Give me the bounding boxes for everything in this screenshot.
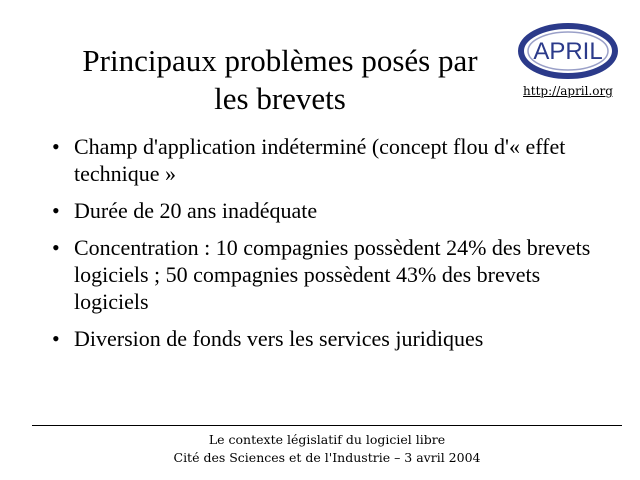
bullet-item: [50, 234, 610, 315]
bullet-marker: •: [52, 198, 60, 223]
bullet-text: Concentration : 10 compagnies possèdent 24% des brevets logiciels ; 50 compagnies possèdent 43% des brevets logiciels: [74, 235, 591, 314]
footer: [32, 431, 622, 467]
slide-title: [30, 42, 530, 118]
april-logo-text: APRIL: [533, 38, 603, 65]
footer-line-2: Cité des Sciences et de l'Industrie – 3 avril 2004: [173, 450, 481, 465]
april-website-link[interactable]: http://april.org: [523, 84, 613, 98]
april-logo-icon: [518, 22, 618, 80]
bullet-list: [50, 133, 610, 362]
april-logo: [518, 22, 618, 80]
slide-title-line-1: Principaux problèmes posés par: [82, 43, 478, 78]
bullet-item: [50, 197, 610, 224]
bullet-text: Durée de 20 ans inadéquate: [74, 198, 318, 223]
bullet-item: [50, 325, 610, 352]
bullet-text: Diversion de fonds vers les services juridiques: [74, 326, 484, 351]
bullet-marker: •: [52, 134, 60, 159]
footer-line-1: Le contexte législatif du logiciel libre: [208, 432, 446, 447]
bullet-item: [50, 133, 610, 187]
bullet-text: Champ d'application indéterminé (concept flou d'« effet technique »: [74, 134, 566, 186]
slide-title-line-2: les brevets: [214, 81, 346, 116]
footer-divider: [32, 425, 622, 426]
bullet-marker: •: [52, 235, 60, 260]
bullet-marker: •: [52, 326, 60, 351]
